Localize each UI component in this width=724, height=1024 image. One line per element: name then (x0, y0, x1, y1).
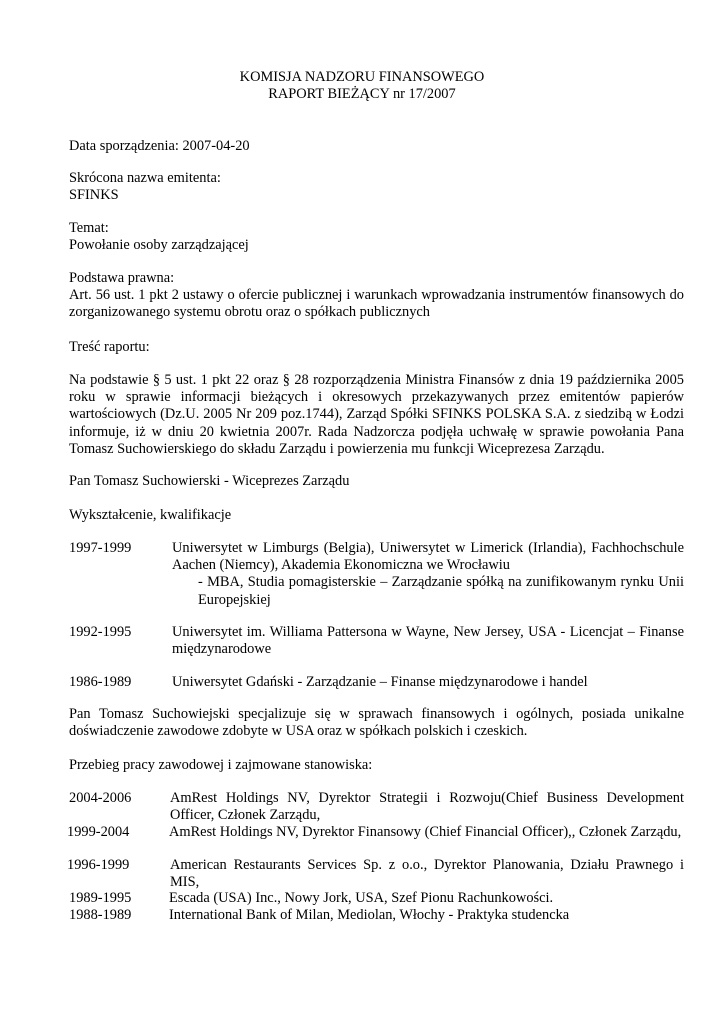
education-text: Uniwersytet im. Williama Pattersona w Wayne, New Jersey, USA - Licencjat – Finanse międzynarodowe (172, 624, 684, 658)
career-years: 1999-2004 (67, 824, 130, 840)
subject-label: Temat: (69, 220, 109, 236)
summary-paragraph: Pan Tomasz Suchowiejski specjalizuje się w sprawach finansowych i ogólnych, posiada unikalne doświadczenie zawodowe zdobyte w USA oraz w spółkach polskich i czeskich. (69, 706, 684, 740)
legal-basis-label: Podstawa prawna: (69, 270, 175, 286)
education-text-degree: - MBA, Studia pomagisterskie – Zarządzanie spółką na zunifikowanym rynku Unii Europejskiej (198, 574, 684, 608)
career-text: AmRest Holdings NV, Dyrektor Finansowy (Chief Financial Officer),, Członek Zarządu, (169, 824, 682, 840)
content-label: Treść raportu: (69, 339, 150, 355)
career-text: International Bank of Milan, Mediolan, Włochy - Praktyka studencka (169, 907, 570, 923)
education-desc (172, 540, 684, 609)
header-subtitle: RAPORT BIEŻĄCY nr 17/2007 (268, 86, 456, 102)
education-years: 1986-1989 (69, 674, 132, 690)
career-text: Escada (USA) Inc., Nowy Jork, USA, Szef Pionu Rachunkowości. (169, 890, 554, 906)
issuer-label: Skrócona nazwa emitenta: (69, 170, 221, 186)
career-label: Przebieg pracy zawodowej i zajmowane stanowiska: (69, 757, 373, 773)
education-years: 1992-1995 (69, 624, 132, 640)
legal-basis-value: Art. 56 ust. 1 pkt 2 ustawy o ofercie publicznej i warunkach wprowadzania instrumentów finansowych do zorganizowanego systemu obrotu oraz o spółkach publicznych (69, 287, 684, 321)
career-years: 1988-1989 (69, 907, 132, 923)
person-line: Pan Tomasz Suchowierski - Wiceprezes Zarządu (69, 473, 350, 489)
subject-value: Powołanie osoby zarządzającej (69, 237, 249, 253)
career-text: AmRest Holdings NV, Dyrektor Strategii i Rozwoju(Chief Business Development Officer, Członek Zarządu, (170, 790, 684, 824)
career-years: 1996-1999 (67, 857, 130, 873)
career-years: 1989-1995 (69, 890, 132, 906)
issuer-value: SFINKS (69, 187, 119, 203)
career-years: 2004-2006 (69, 790, 132, 806)
header-title: KOMISJA NADZORU FINANSOWEGO (239, 69, 485, 85)
education-text: Uniwersytet w Limburgs (Belgia), Uniwersytet w Limerick (Irlandia), Fachhochschule Aachen (Niemcy), Akademia Ekonomiczna we Wrocławiu (172, 540, 684, 574)
education-text: Uniwersytet Gdański - Zarządzanie – Finanse międzynarodowe i handel (172, 674, 588, 690)
report-date: Data sporządzenia: 2007-04-20 (69, 138, 250, 154)
main-paragraph: Na podstawie § 5 ust. 1 pkt 22 oraz § 28 rozporządzenia Ministra Finansów z dnia 19 października 2005 roku w sprawie informacji bieżących i okresowych przekazywanych przez emitentów papierów wartościowych (Dz.U. 2005 Nr 209 poz.1744), Zarząd Spółki SFINKS POLSKA S.A. z siedzibą w Łodzi informuje, iż w dniu 20 kwietnia 2007r. Rada Nadzorcza podjęła uchwałę w sprawie powołania Pana Tomasz Suchowierskiego do składu Zarządu i powierzenia mu funkcji Wiceprezesa Zarządu. (69, 372, 684, 457)
education-years: 1997-1999 (69, 540, 132, 556)
career-text: American Restaurants Services Sp. z o.o., Dyrektor Planowania, Działu Prawnego i MIS, (170, 857, 684, 891)
education-label: Wykształcenie, kwalifikacje (69, 507, 232, 523)
